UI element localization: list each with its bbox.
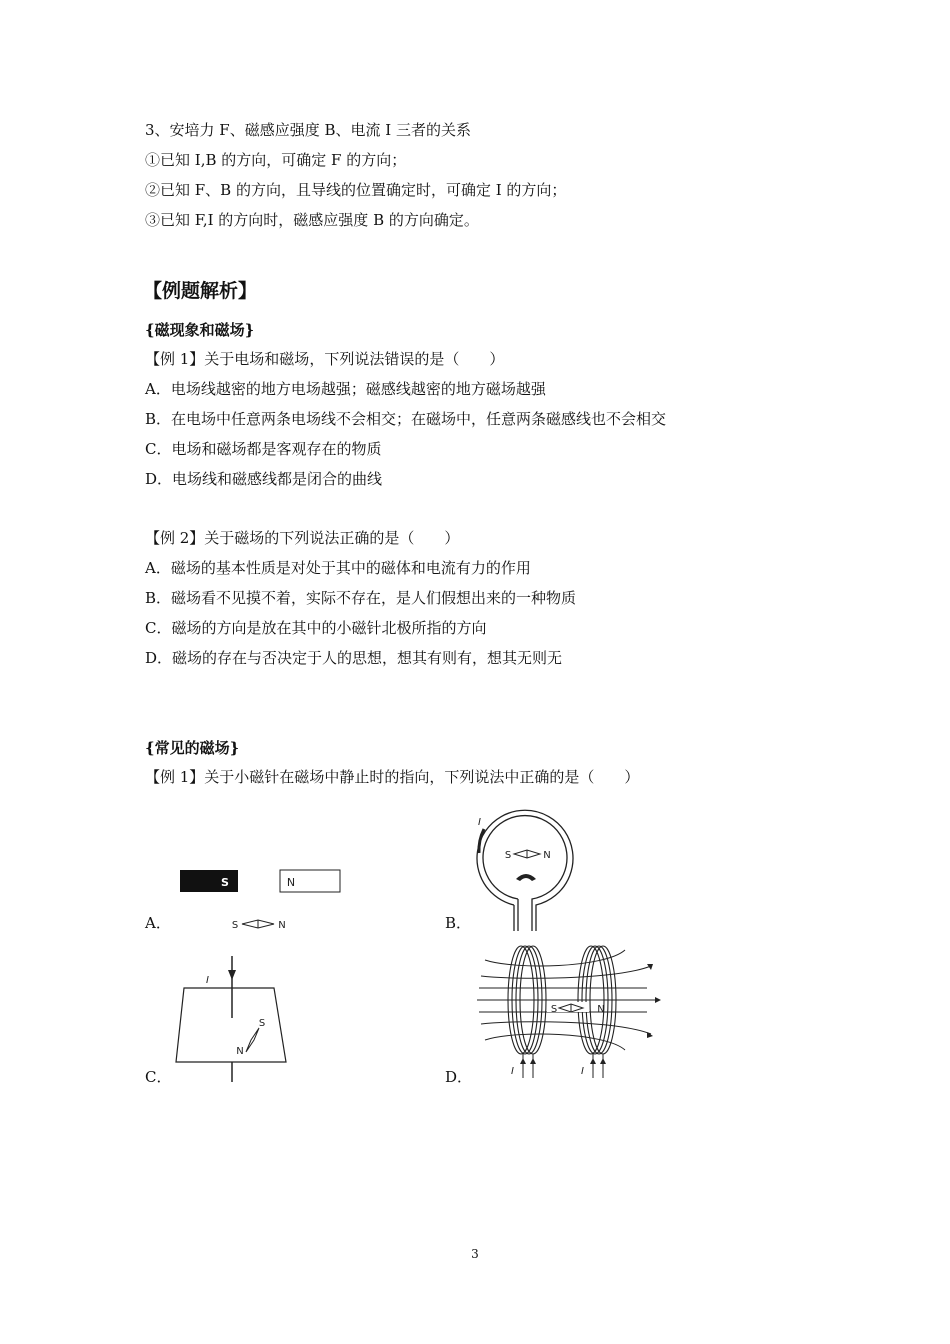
figure-d xyxy=(475,940,665,1085)
needle-s-label: S xyxy=(258,1018,266,1029)
pivot-mark xyxy=(516,874,536,881)
page-number: 3 xyxy=(471,1247,479,1261)
needle-n-label: N xyxy=(597,1004,605,1015)
board xyxy=(176,988,286,1062)
lead-wires xyxy=(523,1054,603,1078)
topic1-ex1-question: 【例 1】关于电场和磁场，下列说法错误的是（ ） xyxy=(145,350,505,368)
section-heading: 【例题解析】 xyxy=(143,280,258,302)
topic1-ex1-option-a: A．电场线越密的地方电场越强；磁感线越密的地方磁场越强 xyxy=(145,380,546,398)
magnet-right-pole: N xyxy=(286,876,296,889)
topic1-ex1-option-c: C．电场和磁场都是客观存在的物质 xyxy=(145,440,382,458)
figure-a-label: A． xyxy=(145,914,171,932)
figure-b-label: B． xyxy=(445,914,472,932)
figure-a xyxy=(170,860,350,940)
topic1-ex2-option-b: B．磁场看不见摸不着，实际不存在，是人们假想出来的一种物质 xyxy=(145,589,577,607)
section3-item-3: ③已知 F,I 的方向时，磁感应强度 B 的方向确定。 xyxy=(145,211,479,229)
figure-c xyxy=(170,950,290,1085)
current-left-label: I xyxy=(511,1066,514,1077)
current-right-label: I xyxy=(581,1066,584,1077)
figure-b xyxy=(470,805,580,935)
needle-n-label: N xyxy=(236,1046,244,1057)
section3-item-2: ②已知 F、B 的方向，且导线的位置确定时，可确定 I 的方向； xyxy=(145,181,567,199)
loop-outer xyxy=(477,810,573,931)
needle-s-label: S xyxy=(504,850,512,861)
magnet-left-pole: S xyxy=(221,876,229,889)
needle-n-label: N xyxy=(278,920,286,931)
topic1-ex1-option-d: D．电场线和磁感线都是闭合的曲线 xyxy=(145,470,383,488)
section3-title: 3、安培力 F、磁感应强度 B、电流 I 三者的关系 xyxy=(145,121,471,139)
topic1-ex2-option-c: C．磁场的方向是放在其中的小磁针北极所指的方向 xyxy=(145,619,487,637)
topic1-ex1-option-b: B．在电场中任意两条电场线不会相交；在磁场中，任意两条磁感线也不会相交 xyxy=(145,410,667,428)
current-arrow xyxy=(228,970,236,980)
topic1-ex2-option-a: A．磁场的基本性质是对处于其中的磁体和电流有力的作用 xyxy=(145,559,531,577)
needle-s-label: S xyxy=(231,920,239,931)
topic2-title: {常见的磁场} xyxy=(145,739,240,757)
loop-inner xyxy=(483,816,567,931)
needle-n-label: N xyxy=(543,850,551,861)
needle-s-label: S xyxy=(550,1004,558,1015)
topic1-title: {磁现象和磁场} xyxy=(145,321,255,339)
magnet-left xyxy=(180,870,238,892)
topic1-ex2-question: 【例 2】关于磁场的下列说法正确的是（ ） xyxy=(145,529,460,547)
topic1-ex2-option-d: D．磁场的存在与否决定于人的思想，想其有则有，想其无则无 xyxy=(145,649,563,667)
section3-item-1: ①已知 I,B 的方向，可确定 F 的方向； xyxy=(145,151,407,169)
current-label: I xyxy=(478,817,481,828)
topic2-ex1-question: 【例 1】关于小磁针在磁场中静止时的指向，下列说法中正确的是（ ） xyxy=(145,768,640,786)
figure-c-label: C． xyxy=(145,1068,172,1086)
current-label: I xyxy=(206,975,209,986)
field-lines xyxy=(477,950,655,1050)
figure-d-label: D． xyxy=(445,1068,473,1086)
